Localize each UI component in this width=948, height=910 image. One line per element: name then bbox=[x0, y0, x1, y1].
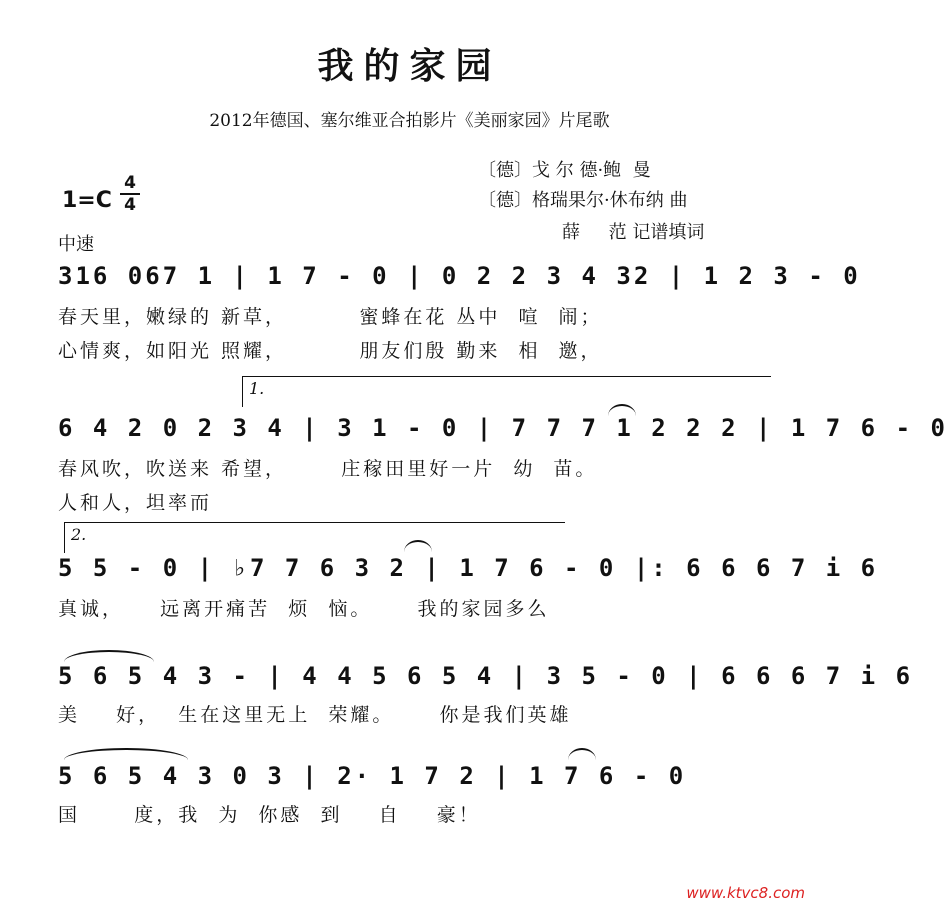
staff-row-1 bbox=[58, 256, 861, 296]
time-signature-top: 4 bbox=[124, 173, 136, 193]
tempo-marking: 中速 bbox=[58, 234, 94, 255]
lyrics-row-1-verse-1: 春天里，嫩绿的 新草， 蜜蜂在花 丛中 喧 闹； bbox=[58, 306, 603, 328]
lyrics-row-3: 真诚， 远离开痛苦 烦 恼。 我的家园多么 bbox=[58, 598, 550, 620]
staff-row-3 bbox=[58, 548, 879, 588]
site-watermark: www.ktvc8.com bbox=[686, 884, 805, 902]
song-subtitle: 2012年德国、塞尔维亚合拍影片《美丽家园》片尾歌 bbox=[209, 111, 610, 131]
staff-row-2 bbox=[58, 408, 948, 448]
lyrics-row-4: 美 好， 生在这里无上 荣耀。 你是我们英雄 bbox=[58, 704, 572, 726]
time-signature bbox=[120, 174, 140, 214]
lyrics-row-2-verse-1: 春风吹，吹送来 希望， 庄稼田里好一片 幼 苗。 bbox=[58, 458, 598, 480]
notes-row-3: 5 5 - 0 | ♭7 7 6 3 2 | 1 7 6 - 0 |: 6 6 6 7 i 6 bbox=[58, 554, 879, 582]
notes-row-1: 316 067 1 | 1 7 - 0 | 0 2 2 3 4 32 | 1 2 3 - 0 bbox=[58, 262, 861, 290]
song-title: 我的家园 bbox=[317, 45, 502, 87]
volta-second-label: 2. bbox=[71, 525, 87, 544]
lyricist-credit: 薛 范 记谱填词 bbox=[562, 222, 705, 243]
lyrics-row-2-verse-2: 人和人，坦率而 bbox=[58, 492, 213, 514]
volta-first-ending bbox=[242, 376, 771, 407]
lyrics-row-5: 国 度，我 为 你感 到 自 豪！ bbox=[58, 804, 481, 826]
time-signature-bottom: 4 bbox=[124, 195, 136, 215]
notes-row-5: 5 6 5 4 3 0 3 | 2· 1 7 2 | 1 7 6 - 0 bbox=[58, 762, 687, 790]
notes-row-2: 6 4 2 0 2 3 4 | 3 1 - 0 | 7 7 7 1 2 2 2 | 1 7 6 - 0 bbox=[58, 414, 948, 442]
lyrics-row-1-verse-2: 心情爽，如阳光 照耀， 朋友们殷 勤来 相 邀， bbox=[58, 340, 603, 362]
staff-row-5 bbox=[58, 756, 778, 796]
composer-credit-1: 〔德〕戈 尔 德·鲍 曼 bbox=[478, 160, 651, 181]
notes-row-4: 5 6 5 4 3 - | 4 4 5 6 5 4 | 3 5 - 0 | 6 6 6 7 i 6 bbox=[58, 662, 914, 690]
composer-credit-2: 〔德〕格瑞果尔·休布纳 曲 bbox=[478, 190, 688, 211]
staff-row-4 bbox=[58, 656, 914, 696]
key-signature: 1=C bbox=[62, 188, 112, 213]
volta-first-label: 1. bbox=[249, 379, 265, 398]
